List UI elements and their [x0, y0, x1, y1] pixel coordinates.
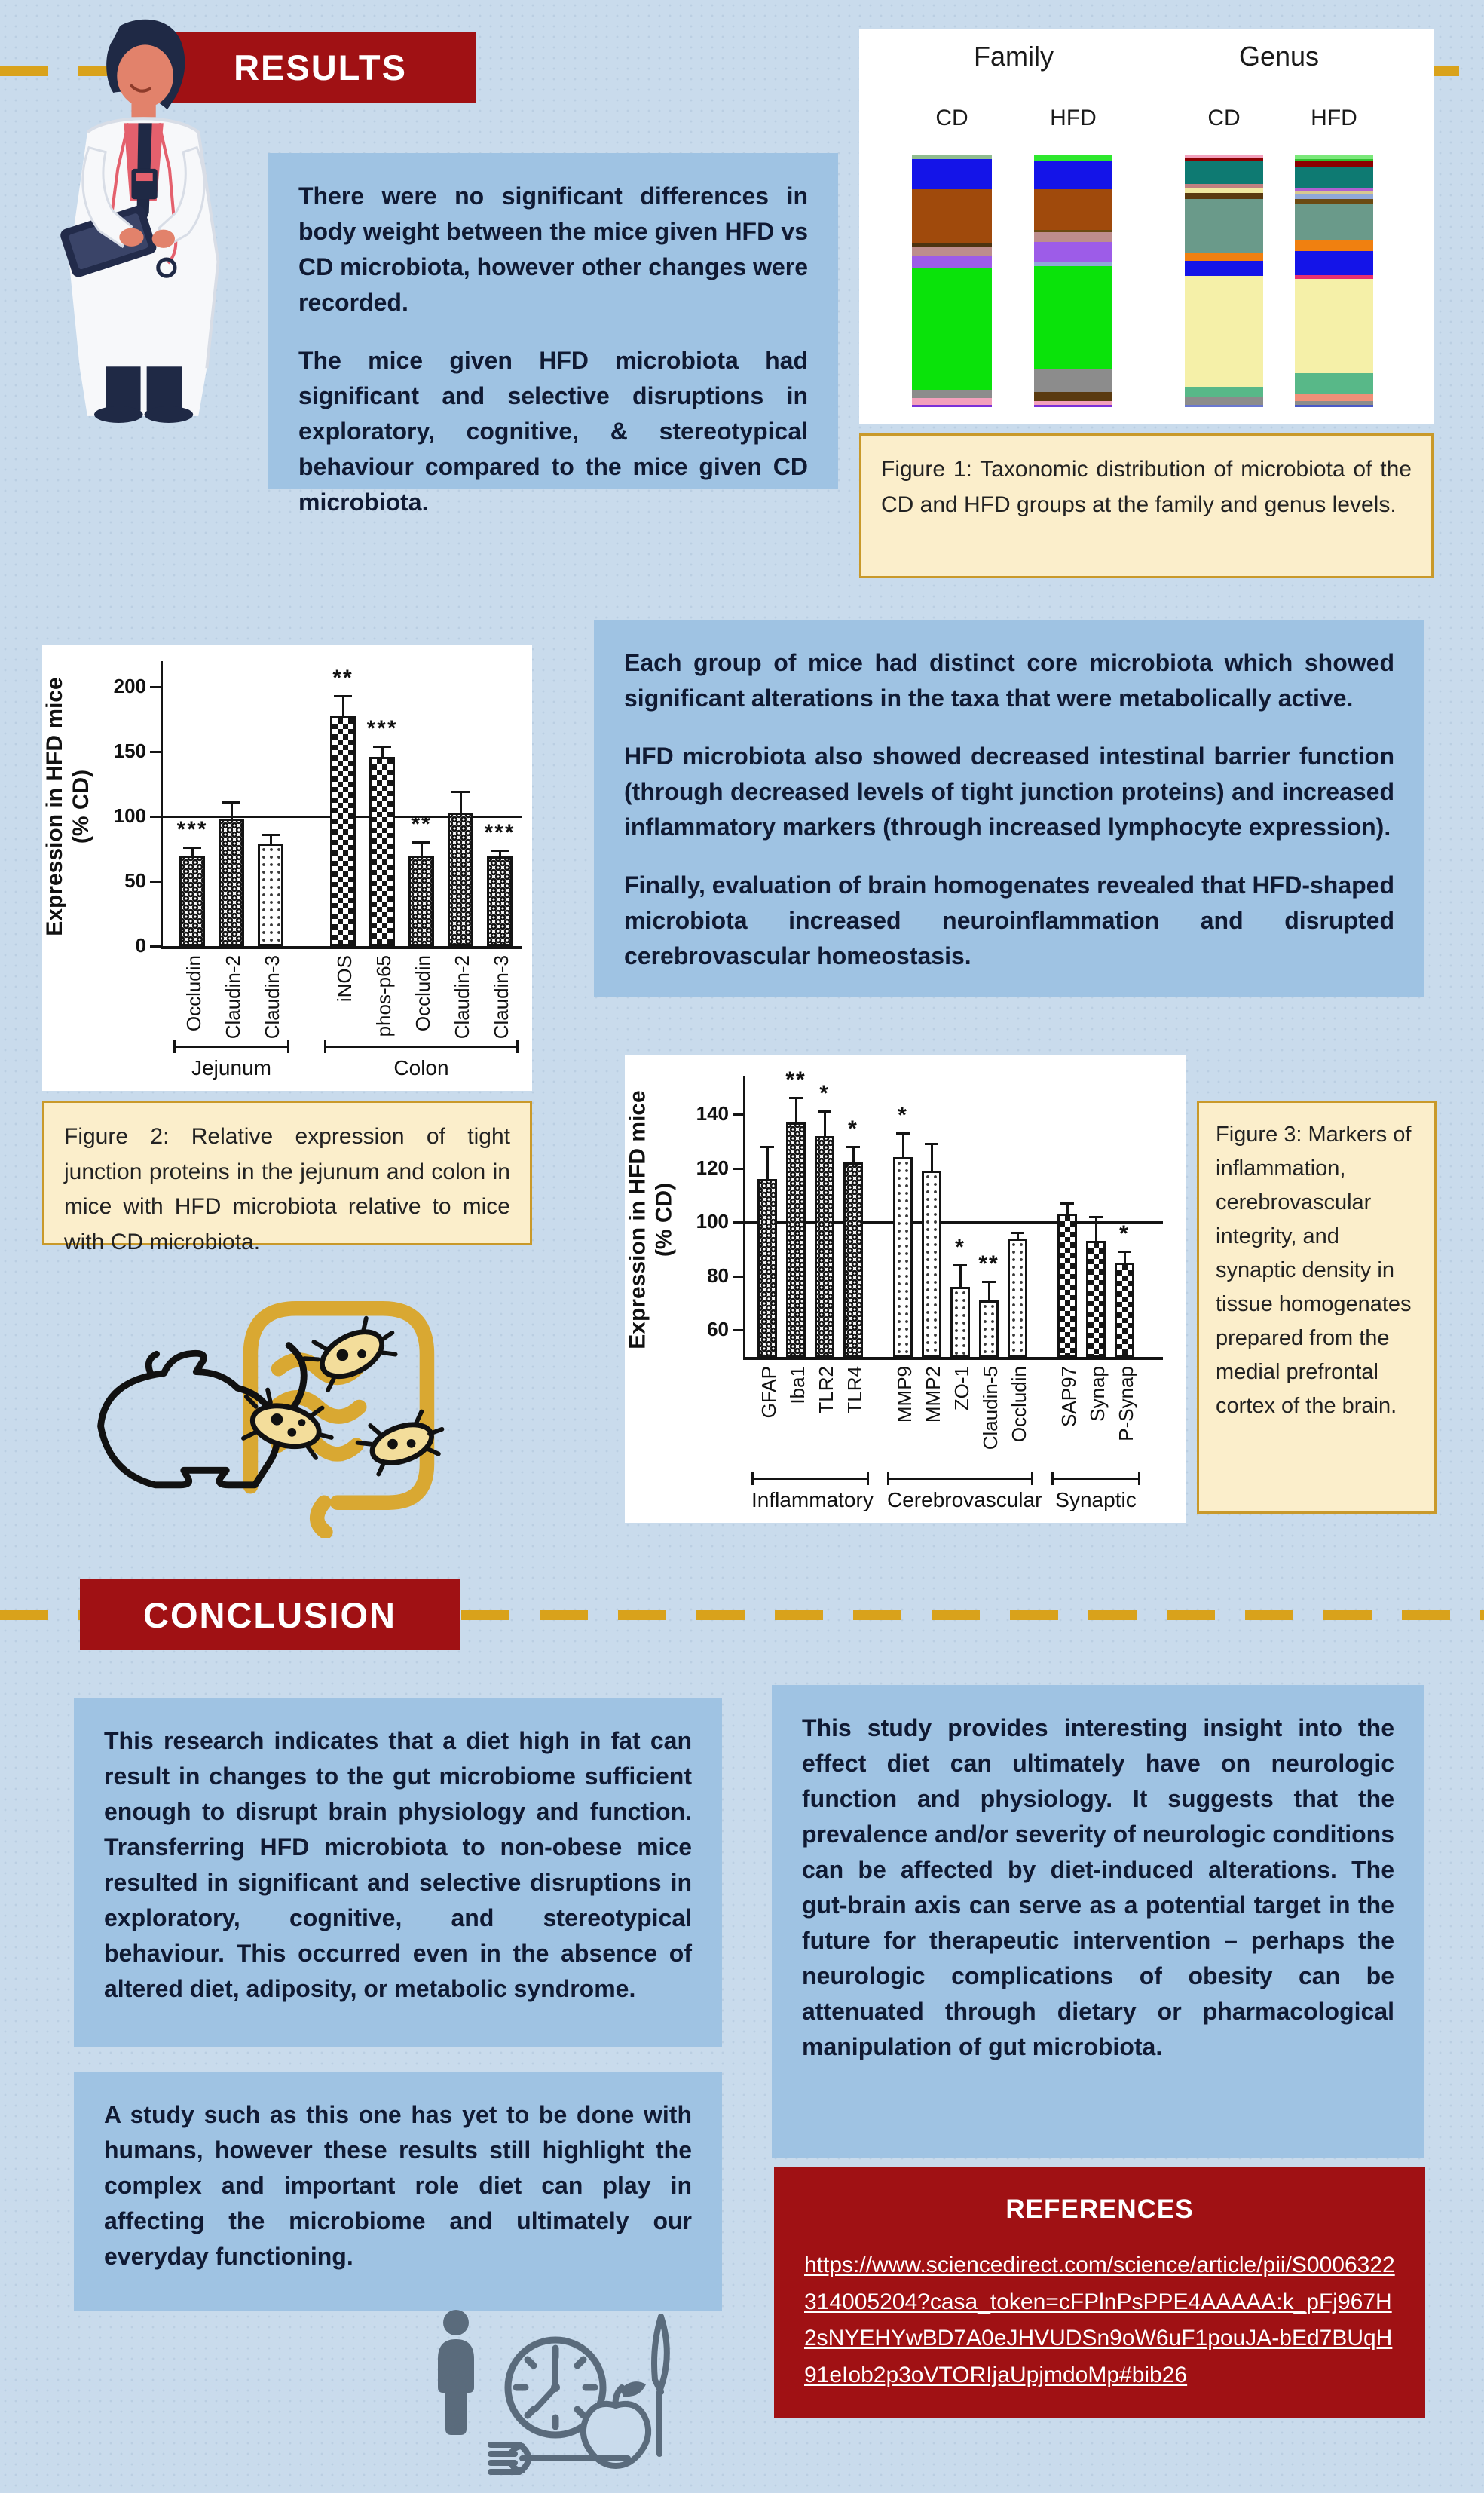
x-category-label: Claudin-2 — [451, 955, 473, 1040]
stacked-segment — [1295, 279, 1373, 373]
error-bar-line — [1066, 1203, 1069, 1214]
data-bar — [757, 1179, 777, 1357]
figure1-group-title: Family — [974, 41, 1054, 72]
y-tick-mark — [733, 1221, 743, 1224]
conclusion-header-label: CONCLUSION — [143, 1594, 396, 1635]
figure1-column-label: HFD — [1311, 106, 1357, 130]
significance-marker: *** — [366, 715, 398, 741]
stacked-segment — [1034, 161, 1112, 189]
results-middle-paragraph-1: Each group of mice had distinct core microbiota which showed significant alterations in the taxa that were metabolically active. — [624, 649, 1394, 712]
figure1-group-title: Genus — [1238, 41, 1320, 72]
error-bar-cap — [1118, 1251, 1131, 1253]
stacked-segment — [1295, 240, 1373, 251]
stacked-segment — [912, 159, 992, 189]
data-bar — [1086, 1241, 1106, 1357]
stacked-segment — [1295, 194, 1373, 200]
references-box — [774, 2167, 1425, 2418]
person-clock-illustration — [426, 2303, 675, 2480]
data-bar — [1057, 1214, 1077, 1357]
results-intro-paragraph-1: There were no significant differences in body weight between the mice given HFD vs CD microbiota, however other changes were recorded. — [298, 182, 808, 317]
y-tick-label: 100 — [113, 804, 146, 827]
x-category-label: Claudin-2 — [222, 955, 244, 1040]
error-bar-cap — [183, 847, 201, 849]
data-bar — [1115, 1263, 1134, 1357]
group-label: Cerebrovascular — [887, 1488, 1042, 1511]
significance-marker: ** — [411, 812, 432, 838]
stacked-segment — [1034, 392, 1112, 401]
error-bar-cap — [373, 746, 391, 748]
x-axis-line — [743, 1357, 1163, 1360]
mouse-gut-illustration — [53, 1244, 475, 1538]
error-bar-line — [852, 1147, 855, 1162]
error-bar-cap — [451, 791, 470, 793]
y-tick-mark — [150, 945, 161, 948]
conclusion-header-box — [80, 1579, 460, 1650]
person-icon — [443, 2310, 469, 2335]
y-tick-label: 0 — [135, 934, 146, 957]
significance-marker: * — [819, 1081, 830, 1107]
x-axis-line — [161, 946, 522, 949]
stacked-segment — [1034, 369, 1112, 392]
error-bar-cap — [925, 1143, 938, 1145]
x-category-label: MMP2 — [922, 1366, 944, 1423]
conclusion-dashed-line-left — [0, 1610, 80, 1620]
figure1-panel — [859, 29, 1434, 424]
stacked-segment — [912, 256, 992, 268]
y-axis-title: Expression in HFD mice (% CD) — [42, 677, 93, 936]
error-bar-cap — [896, 1132, 910, 1135]
group-bracket — [887, 1478, 1033, 1480]
y-tick-label: 80 — [707, 1263, 729, 1287]
stacked-segment — [1034, 242, 1112, 262]
y-tick-label: 120 — [696, 1156, 729, 1179]
y-tick-label: 100 — [696, 1210, 729, 1233]
figure1-caption-text: Figure 1: Taxonomic distribution of microbiota of the CD and HFD groups at the family and genus levels. — [881, 457, 1412, 517]
x-category-label: MMP9 — [893, 1366, 916, 1423]
figure1-column-label: CD — [1207, 106, 1241, 130]
data-bar — [786, 1122, 806, 1357]
stacked-segment — [1185, 199, 1263, 252]
stacked-segment — [1034, 266, 1112, 369]
data-bar — [1008, 1239, 1027, 1357]
significance-marker: * — [898, 1102, 908, 1128]
x-category-label: Synap — [1086, 1366, 1109, 1422]
data-bar — [487, 856, 513, 946]
stacked-segment — [1295, 167, 1373, 188]
conclusion-right-block — [772, 1685, 1424, 2158]
group-bracket — [751, 1478, 869, 1480]
results-intro-paragraph-2: The mice given HFD microbiota had significant and selective disruptions in exploratory, cognitive, & stereotypical behaviour compared to the mice given CD microbiota. — [298, 347, 808, 516]
stacked-segment — [1185, 405, 1263, 407]
error-bar-line — [1124, 1251, 1126, 1262]
figure1-stacked-bar — [912, 155, 992, 407]
y-tick-mark — [733, 1276, 743, 1278]
reference-link[interactable]: https://www.sciencedirect.com/science/article/pii/S0006322314005204?casa_token=cFPlnPsPPE4AAAAA:k_pFj967H2sNYEHYwBD7A0eJHVUDSn9oW6uF1pouJA-bEd7BUqH91eIob2p3oVTORIjaUpjmdoMp#bib26 — [804, 2253, 1395, 2387]
significance-marker: ** — [785, 1067, 806, 1093]
significance-marker: ** — [978, 1251, 999, 1276]
error-bar-cap — [262, 834, 280, 836]
stacked-segment — [912, 189, 992, 243]
stacked-segment — [1295, 204, 1373, 240]
references-title: REFERENCES — [1005, 2194, 1194, 2224]
x-category-label: Occludin — [182, 955, 205, 1032]
error-bar-line — [342, 696, 344, 717]
x-category-label: Iba1 — [786, 1366, 809, 1404]
group-label: Inflammatory — [751, 1488, 874, 1511]
y-axis-title: Expression in HFD mice (% CD) — [625, 1089, 676, 1349]
conclusion-left-paragraph-1: This research indicates that a diet high in fat can result in changes to the gut microbiome sufficient enough to disrupt brain physiology and function. Transferring HFD microbiota to non-obese mice resulted in significant and selective disruptions in exploratory, cognitive, and stereotypical behaviour. This occurred even in the absence of altered diet, adiposity, or metabolic syndrome. — [104, 1727, 692, 2003]
figure3-panel — [625, 1055, 1186, 1523]
x-category-label: phos-p65 — [372, 955, 395, 1037]
y-tick-mark — [150, 751, 161, 753]
stacked-segment — [1185, 161, 1263, 184]
y-tick-mark — [733, 1168, 743, 1170]
x-category-label: TLR4 — [843, 1366, 866, 1414]
data-bar — [893, 1157, 913, 1357]
error-bar-cap — [760, 1146, 774, 1148]
significance-marker: *** — [176, 817, 208, 843]
figure2-panel — [42, 645, 532, 1091]
stacked-segment — [912, 268, 992, 390]
figure3-caption — [1197, 1101, 1437, 1514]
stacked-segment — [1034, 189, 1112, 229]
conclusion-left-block-1 — [74, 1698, 722, 2047]
data-bar — [408, 856, 434, 946]
results-intro-block — [268, 153, 838, 516]
significance-marker: * — [848, 1116, 858, 1141]
error-bar-cap — [222, 801, 240, 804]
group-label: Colon — [393, 1056, 449, 1080]
y-axis-line — [743, 1076, 745, 1359]
stacked-segment — [1185, 188, 1263, 193]
figure1-caption — [859, 433, 1434, 578]
stacked-segment — [912, 390, 992, 398]
error-bar-line — [381, 746, 384, 757]
apple-icon — [583, 2381, 648, 2466]
figure1-stacked-bar — [1295, 155, 1373, 407]
results-header-label: RESULTS — [234, 47, 407, 87]
y-tick-mark — [150, 881, 161, 883]
y-axis-line — [161, 661, 163, 948]
y-tick-label: 50 — [124, 868, 146, 892]
error-bar-cap — [846, 1146, 860, 1148]
group-bracket — [173, 1046, 289, 1048]
figure3-caption-text: Figure 3: Markers of inflammation, cerebrovascular integrity, and synaptic density in tissue homogenates prepared from the medial prefrontal cortex of the brain. — [1216, 1122, 1412, 1418]
x-category-label: iNOS — [333, 955, 356, 1003]
y-tick-mark — [733, 1329, 743, 1331]
stacked-segment — [1185, 253, 1263, 262]
stacked-segment — [1295, 405, 1373, 407]
error-bar-cap — [491, 850, 509, 852]
stacked-segment — [1034, 232, 1112, 242]
data-bar — [179, 856, 205, 946]
error-bar-line — [766, 1147, 769, 1179]
doctor-illustration — [17, 9, 254, 427]
stacked-segment — [912, 405, 992, 407]
data-bar — [950, 1287, 970, 1357]
significance-marker: ** — [332, 665, 353, 691]
significance-marker: *** — [484, 819, 516, 845]
x-category-label: Occludin — [1008, 1366, 1030, 1443]
data-bar — [815, 1136, 834, 1357]
figure1-column-label: CD — [935, 106, 968, 130]
error-bar-line — [988, 1282, 990, 1300]
stacked-segment — [1295, 161, 1373, 167]
x-category-label: SAP97 — [1057, 1366, 1080, 1427]
significance-marker: * — [1119, 1221, 1130, 1247]
y-tick-label: 140 — [696, 1101, 729, 1125]
conclusion-left-paragraph-2: A study such as this one has yet to be done with humans, however these results still highlight the complex and important role diet can play in affecting the microbiome and ultimately our everyday functioning. — [104, 2101, 692, 2271]
x-category-label: Occludin — [412, 955, 434, 1032]
error-bar-cap — [818, 1110, 831, 1113]
group-bracket — [324, 1046, 519, 1048]
conclusion-right-paragraph: This study provides interesting insight into the effect diet can ultimately have on neurologic function and physiology. It suggests that the prevalence and/or severity of neurologic conditions can be affected by diet-induced alterations. The gut-brain axis can serve as a potential target in the future for therapeutic intervention – perhaps the neurologic complications of obesity can be attenuated through dietary or pharmacological manipulation of gut microbiota. — [802, 1714, 1394, 2061]
error-bar-line — [421, 842, 423, 855]
error-bar-line — [902, 1133, 904, 1157]
data-bar — [219, 819, 244, 946]
y-tick-label: 150 — [113, 739, 146, 762]
y-tick-mark — [150, 686, 161, 688]
stacked-segment — [1295, 251, 1373, 275]
x-category-label: TLR2 — [815, 1366, 837, 1414]
figure2-caption-text: Figure 2: Relative expression of tight junction proteins in the jejunum and colon in mice with HFD microbiota relative to mice with CD microbiota. — [64, 1124, 510, 1254]
error-bar-cap — [1060, 1202, 1074, 1205]
figure1-column-label: HFD — [1050, 106, 1097, 130]
figure2-caption — [42, 1101, 532, 1254]
x-category-label: Claudin-5 — [979, 1366, 1002, 1450]
data-bar — [258, 844, 283, 946]
results-middle-block — [594, 620, 1424, 997]
group-label: Synaptic — [1055, 1488, 1137, 1511]
stacked-segment — [1185, 387, 1263, 397]
data-bar — [922, 1171, 941, 1357]
error-bar-cap — [982, 1281, 996, 1283]
error-bar-line — [460, 792, 462, 813]
x-category-label: ZO-1 — [950, 1366, 973, 1411]
error-bar-cap — [412, 841, 430, 844]
figure1-stacked-bar — [1185, 155, 1263, 407]
results-middle-paragraph-3: Finally, evaluation of brain homogenates revealed that HFD-shaped microbiota increased neuroinflammation and disrupted cerebrovascular homeostasis. — [624, 871, 1394, 970]
results-middle-paragraph-2: HFD microbiota also showed decreased intestinal barrier function (through decreased levels of tight junction proteins) and increased inflammatory markers (through increased lymphocyte expression). — [624, 743, 1394, 841]
stacked-segment — [1185, 261, 1263, 276]
x-category-label: GFAP — [757, 1366, 780, 1419]
stacked-segment — [912, 398, 992, 404]
error-bar-line — [931, 1144, 933, 1171]
group-label: Jejunum — [191, 1056, 271, 1080]
stacked-segment — [1034, 405, 1112, 407]
data-bar — [330, 716, 356, 946]
stacked-segment — [1185, 193, 1263, 199]
conclusion-dashed-line-right — [461, 1610, 1484, 1620]
x-category-label: Claudin-3 — [490, 955, 513, 1040]
y-tick-mark — [733, 1113, 743, 1116]
knife-icon — [654, 2317, 667, 2454]
x-category-label: Claudin-3 — [261, 955, 283, 1040]
error-bar-cap — [1011, 1232, 1024, 1234]
figure1-stacked-bar — [1034, 155, 1112, 407]
error-bar-cap — [1089, 1216, 1103, 1218]
data-bar — [843, 1162, 863, 1357]
y-tick-label: 200 — [113, 674, 146, 697]
x-category-label: P-Synap — [1115, 1366, 1137, 1441]
y-tick-label: 60 — [707, 1318, 729, 1341]
conclusion-left-block-2 — [74, 2072, 722, 2311]
stacked-segment — [1295, 394, 1373, 401]
stacked-segment — [1185, 276, 1263, 387]
group-bracket — [1051, 1478, 1140, 1480]
data-bar — [369, 757, 395, 946]
stacked-segment — [1034, 155, 1112, 161]
error-bar-line — [231, 802, 233, 819]
significance-marker: * — [955, 1235, 965, 1260]
stacked-segment — [912, 247, 992, 256]
error-bar-cap — [334, 695, 352, 697]
data-bar — [979, 1300, 999, 1357]
stacked-segment — [1185, 397, 1263, 405]
stacked-segment — [1295, 373, 1373, 394]
